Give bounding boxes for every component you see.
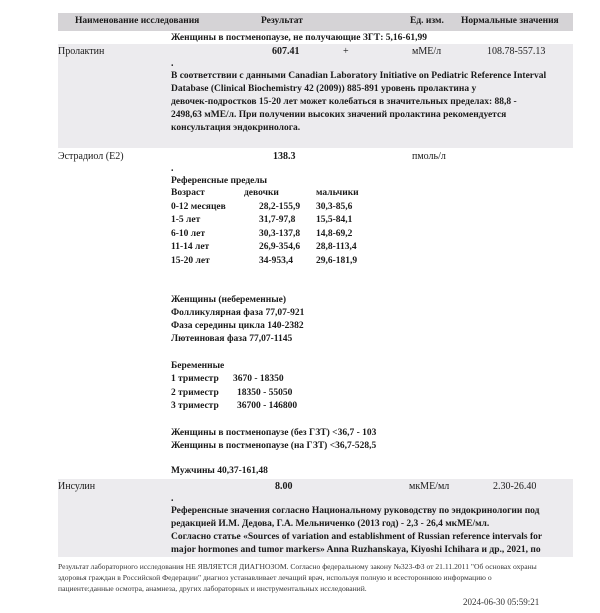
insulin-note-line: редакцией И.М. Дедова, Г.А. Мельниченко (2013 год) - 2,3 - 26,4 мкМЕ/мл. bbox=[171, 519, 490, 529]
estradiol-dot: . bbox=[171, 163, 174, 174]
insulin-value: 8.00 bbox=[275, 481, 293, 492]
insulin-note-line: Согласно статье «Sources of variation and establishment of Russian reference intervals for bbox=[171, 532, 543, 542]
insulin-norm: 2.30-26.40 bbox=[493, 481, 537, 492]
pregnant-title: Беременные bbox=[171, 361, 225, 371]
insulin-note bbox=[171, 505, 542, 557]
pregnant-label: 1 триместр bbox=[171, 374, 219, 384]
insulin-unit: мкМЕ/мл bbox=[409, 481, 450, 492]
prolactin-name: Пролактин bbox=[58, 46, 105, 57]
disclaimer-line: пациенте:данные осмотра, анамнеза, других лабораторных и инструментальных исследований. bbox=[58, 584, 367, 593]
cell-girls: 28,2-155,9 bbox=[259, 201, 301, 212]
col-boys: мальчики bbox=[316, 188, 359, 198]
disclaimer-line: Результат лабораторного исследования НЕ ЯВЛЯЕТСЯ ДИАГНОЗОМ. Согласно федеральному закону №323-ФЗ от 21.11.2011 "Об основах охраны bbox=[58, 562, 537, 571]
cell-girls: 31,7-97,8 bbox=[259, 215, 296, 225]
prolactin-unit: мМЕ/л bbox=[412, 46, 442, 57]
disclaimer-line: здоровья граждан в Российской Федерации" диагноз устанавливает лечащий врач, используя полную и всестороннюю информацию о bbox=[58, 573, 492, 582]
cell-boys: 14,8-69,2 bbox=[316, 228, 353, 239]
men-range: Мужчины 40,37-161,48 bbox=[171, 466, 268, 476]
header-name: Наименование исследования bbox=[75, 16, 200, 26]
cell-girls: 26,9-354,6 bbox=[259, 242, 301, 252]
table-header bbox=[58, 13, 573, 31]
cell-boys: 15,5-84,1 bbox=[316, 215, 353, 225]
prolactin-flag: + bbox=[343, 46, 349, 57]
insulin-note-line: major hormones and tumor markers» Anna Ruzhanskaya, Kiyoshi Ichihara и др., 2021, по bbox=[171, 545, 541, 555]
header-unit: Ед. изм. bbox=[410, 16, 444, 26]
nonpregnant-block bbox=[171, 294, 304, 346]
header-result: Результат bbox=[261, 16, 303, 26]
pregnant-row bbox=[171, 388, 293, 398]
pregnant-range: 36700 - 146800 bbox=[237, 401, 298, 411]
estradiol-unit: пмоль/л bbox=[412, 151, 446, 162]
top-note: Женщины в постменопаузе, не получающие ЗГТ: 5,16-61,99 bbox=[171, 33, 427, 43]
postmeno-block bbox=[171, 427, 376, 453]
disclaimer bbox=[58, 561, 578, 594]
prolactin-norm: 108.78-557.13 bbox=[487, 46, 546, 57]
cell-boys: 29,6-181,9 bbox=[316, 255, 358, 266]
cell-boys: 30,3-85,6 bbox=[316, 201, 353, 212]
cell-age: 15-20 лет bbox=[171, 255, 210, 266]
cell-girls: 34-953,4 bbox=[259, 255, 294, 266]
prolactin-note-line: В соответствии с данными Canadian Laboratory Initiative on Pediatric Reference Interval bbox=[171, 71, 547, 81]
pregnant-label: 3 триместр bbox=[171, 401, 219, 411]
print-timestamp: 2024-06-30 05:59:21 bbox=[463, 597, 540, 607]
insulin-note-line: Референсные значения согласно Национальному руководству по эндокринологии под bbox=[171, 506, 540, 516]
insulin-name: Инсулин bbox=[58, 481, 96, 492]
estradiol-name: Эстрадиол (E2) bbox=[58, 151, 124, 162]
postmeno-line: Женщины в постменопаузе (без ГЗТ) <36,7 - 103 bbox=[171, 428, 377, 438]
pregnant-range: 3670 - 18350 bbox=[233, 374, 284, 384]
col-girls: девочки bbox=[244, 188, 279, 198]
prolactin-note bbox=[171, 70, 546, 135]
pregnant-row bbox=[171, 401, 298, 411]
prolactin-dot: . bbox=[171, 58, 174, 69]
pregnant-label: 2 триместр bbox=[171, 388, 219, 398]
prolactin-note-line: Database (Clinical Biochemistry 42 (2009)) 885-891 уровень пролактина у bbox=[171, 84, 477, 94]
nonpregnant-line: Лютеиновая фаза 77,07-1145 bbox=[171, 334, 293, 344]
header-norm: Нормальные значения bbox=[461, 16, 559, 26]
pregnant-row bbox=[171, 374, 284, 384]
cell-age: 1-5 лет bbox=[171, 215, 201, 225]
prolactin-value: 607.41 bbox=[272, 46, 300, 57]
nonpregnant-line: Женщины (небеременные) bbox=[171, 295, 286, 305]
cell-age: 11-14 лет bbox=[171, 242, 210, 252]
insulin-dot: . bbox=[171, 493, 174, 504]
nonpregnant-line: Фолликулярная фаза 77,07-921 bbox=[171, 308, 305, 318]
cell-girls: 30,3-137,8 bbox=[259, 228, 301, 239]
cell-age: 6-10 лет bbox=[171, 228, 206, 239]
nonpregnant-line: Фаза середины цикла 140-2382 bbox=[171, 321, 304, 331]
prolactin-note-line: 2498,63 мМЕ/л. При получении высоких значений пролактина рекомендуется bbox=[171, 110, 507, 120]
estradiol-value: 138.3 bbox=[273, 151, 296, 162]
cell-boys: 28,8-113,4 bbox=[316, 242, 357, 252]
ref-title: Референсные пределы bbox=[171, 176, 268, 186]
pregnant-range: 18350 - 55050 bbox=[237, 388, 293, 398]
col-age: Возраст bbox=[171, 188, 205, 198]
prolactin-note-line: девочек-подростков 15-20 лет может колебаться в значительных пределах: 88,8 - bbox=[171, 97, 517, 107]
postmeno-line: Женщины в постменопаузе (на ГЗТ) <36,7-528,5 bbox=[171, 441, 377, 451]
prolactin-note-line: консультация эндокринолога. bbox=[171, 123, 301, 133]
cell-age: 0-12 месяцев bbox=[171, 201, 226, 212]
